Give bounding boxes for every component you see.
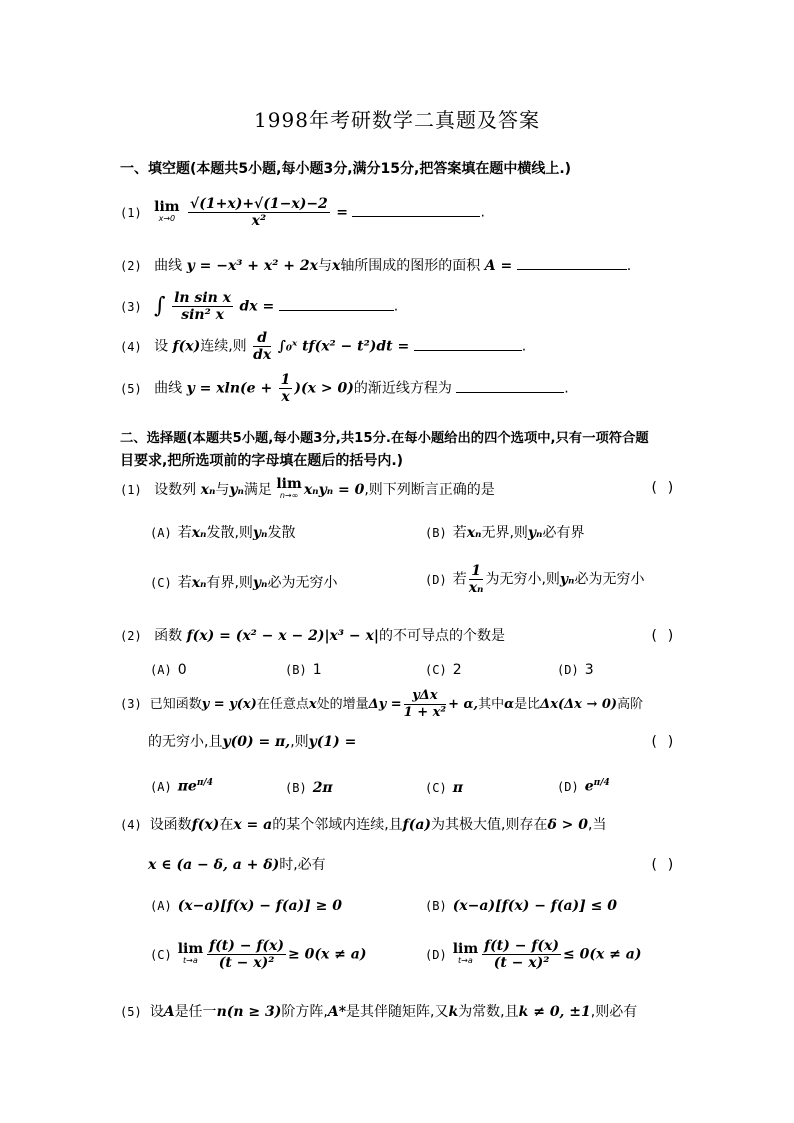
section1-heading: 一、填空题(本题共5小题,每小题3分,满分15分,把答案填在题中横线上.) [120, 161, 572, 177]
s2q4-option-b[interactable]: (B) (x−a)[f(x) − f(a)] ≤ 0 [425, 898, 617, 914]
limit-operator: lim x→0 [154, 198, 180, 223]
s2-question-5: (5) 设A是任一n(n ≥ 3)阶方阵,A*是其伴随矩阵,又k为常数,且k ≠ 0, ±1,则必有 [120, 1004, 638, 1020]
s1-question-5: (5) 曲线 y = xln(e + $\frac{1}{x}$ )(x > 0)的渐近线方程为 . [120, 372, 569, 405]
s2-question-2: (2) 函数 f(x) = (x² − x − 2)|x³ − x|的不可导点的个数是 ( ) [120, 628, 675, 644]
s2q3-option-b[interactable]: (B) 2π [285, 780, 333, 796]
s2q3-option-d[interactable]: (D) $e^{\pi/4}$ [557, 778, 610, 795]
answer-paren[interactable]: ( ) [649, 857, 675, 873]
s2q1-option-c[interactable]: (C) 若xₙ有界,则yₙ必为无穷小 [150, 575, 338, 591]
answer-blank[interactable] [414, 336, 522, 351]
s2q1-option-d[interactable]: (D) 若 $\frac{1}{\text{xₙ}}$ 为无穷小,则yₙ必为无穷小 [425, 563, 645, 596]
s2q3-option-c[interactable]: (C) π [425, 780, 463, 796]
answer-blank[interactable] [279, 296, 394, 311]
s2-question-1: (1) 设数列 xₙ与yₙ满足 lim n→∞ xₙyₙ = 0,则下列断言正确的是 ( ) [120, 476, 675, 500]
answer-paren[interactable]: ( ) [649, 628, 675, 644]
s2q4-option-d[interactable]: (D) lim t→a $\frac{f(t) - f(x)}{\text{(t − x)²}}$ ≤ 0(x ≠ a) [425, 938, 642, 971]
s1-question-3: (3) ∫ $\frac{\text{ln sin x}}{\text{sin² x}}$ dx = . [120, 290, 399, 323]
question-number: (1) [120, 205, 142, 220]
s1-question-4: (4) 设 f(x)连续,则 $\frac{d}{dx}$ ∫₀ˣ tf(x² − t²)dt = . [120, 330, 527, 363]
section2-heading: 二、选择题(本题共5小题,每小题3分,共15分.在每小题给出的四个选项中,只有一项符合题 目要求,把所选项前的字母填在题后的括号内.) [120, 431, 649, 469]
fraction: $\frac{\text{ln sin x}}{\text{sin² x}}$ [174, 290, 232, 323]
s2q3-option-a[interactable]: (A) $\pi e^{\pi/4}$ [150, 778, 213, 795]
integral-sign: ∫ [154, 293, 166, 319]
s2-question-3-line2: 的无穷小,且y(0) = π,,则y(1) = ( ) [148, 734, 675, 750]
answer-paren[interactable]: ( ) [649, 480, 675, 496]
s2q1-option-a[interactable]: (A) 若xₙ发散,则yₙ发散 [150, 525, 296, 541]
s1-question-2: (2) 曲线 y = −x³ + x² + 2x与x轴所围成的图形的面积 A = . [120, 255, 675, 276]
s2q4-option-a[interactable]: (A) (x−a)[f(x) − f(a)] ≥ 0 [150, 898, 342, 914]
s2-question-4: (4) 设函数f(x)在x = a的某个邻域内连续,且f(a)为其极大值,则存在δ > 0,当 [120, 817, 607, 833]
answer-paren[interactable]: ( ) [649, 734, 675, 750]
page-title: 1998年考研数学二真题及答案 [254, 108, 540, 132]
derivative-fraction: $\frac{d}{dx}$ [253, 330, 272, 363]
fraction: $\frac{√(1+x)+√(1-x)-2}{\text{x²}}$ [190, 196, 328, 229]
answer-blank[interactable] [517, 255, 627, 270]
s2q2-option-b[interactable]: (B) 1 [285, 662, 322, 678]
s1-question-1: (1) lim x→0 $\frac{√(1+x)+√(1-x)-2}{\text{x²}}$ = . [120, 196, 485, 229]
s2q2-option-a[interactable]: (A) 0 [150, 662, 187, 678]
s2q2-option-d[interactable]: (D) 3 [557, 662, 594, 678]
s2q2-option-c[interactable]: (C) 2 [425, 662, 462, 678]
answer-blank[interactable] [456, 378, 564, 393]
s2q1-option-b[interactable]: (B) 若xₙ无界,则yₙ必有界 [425, 525, 585, 541]
fraction: $\frac{1}{x}$ [280, 372, 291, 405]
s2-question-4-line2: x ∈ (a − δ, a + δ)时,必有 ( ) [148, 857, 675, 873]
answer-blank[interactable] [352, 202, 480, 217]
s2q4-option-c[interactable]: (C) lim t→a $\frac{f(t) - f(x)}{\text{(t − x)²}}$ ≥ 0(x ≠ a) [150, 938, 367, 971]
s2-question-3: (3) 已知函数y = y(x)在任意点x处的增量Δy = $\frac{\text{yΔx}}{\text{1 + x²}}$ + α,其中α是比Δx(Δx → 0)高阶 [120, 688, 644, 720]
